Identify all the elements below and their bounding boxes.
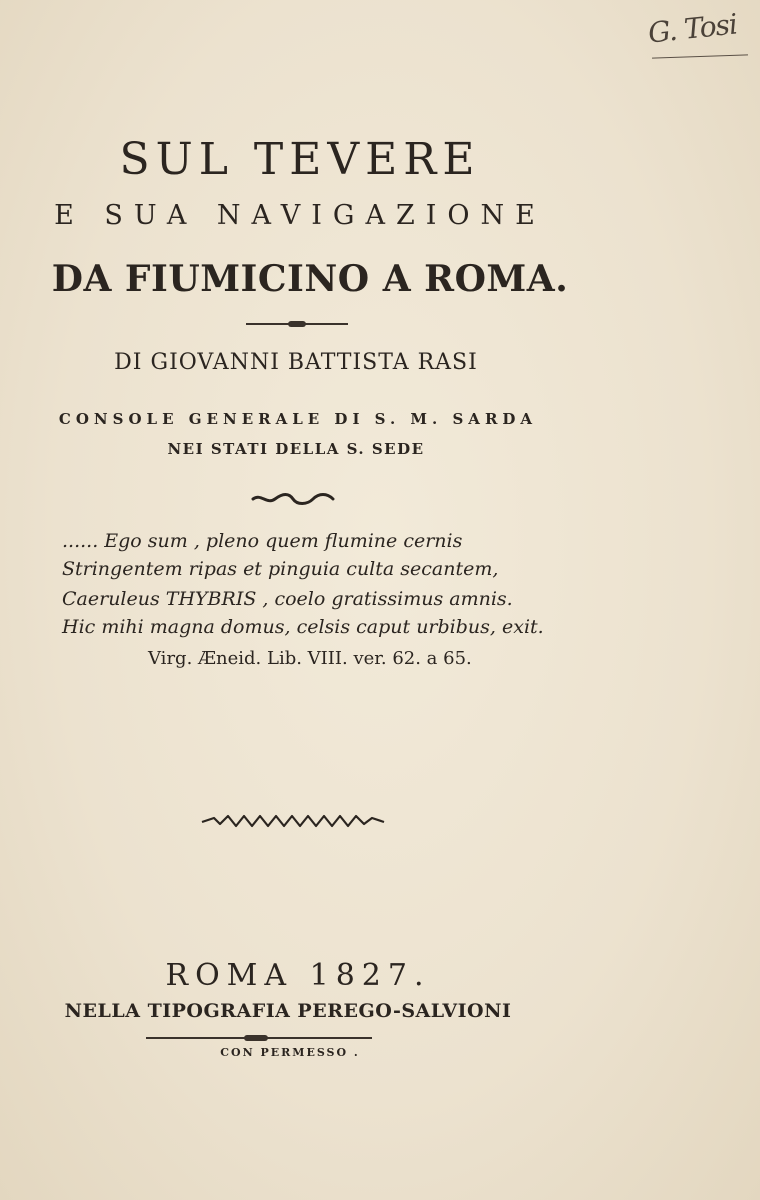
imprint-permission: CON PERMESSO . bbox=[220, 1046, 360, 1059]
author-line: DI GIOVANNI BATTISTA RASI bbox=[114, 350, 478, 375]
author-office-line-1: CONSOLE GENERALE DI S. M. SARDA bbox=[58, 410, 538, 428]
title-divider-rule bbox=[246, 323, 348, 325]
imprint-divider-rule bbox=[146, 1037, 372, 1039]
wave-ornament-icon bbox=[251, 492, 335, 506]
epigraph-line-3: Caeruleus THYBRIS , coelo gratissimus amnis. bbox=[62, 588, 513, 610]
handwritten-signature: G. Tosi bbox=[646, 7, 739, 50]
title-line-3: DA FIUMICINO A ROMA. bbox=[51, 258, 569, 300]
imprint-printer: NELLA TIPOGRAFIA PEREGO-SALVIONI bbox=[64, 1000, 512, 1022]
imprint-place-year: ROMA 1827. bbox=[165, 958, 431, 993]
title-line-2: E SUA NAVIGAZIONE bbox=[54, 200, 546, 231]
signature-underline bbox=[652, 54, 748, 58]
epigraph-line-4: Hic mihi magna domus, celsis caput urbibus, exit. bbox=[62, 616, 544, 638]
title-line-1: SUL TEVERE bbox=[119, 134, 481, 185]
zigzag-ornament-icon bbox=[200, 812, 386, 832]
author-office-line-2: NEI STATI DELLA S. SEDE bbox=[167, 440, 425, 458]
epigraph-line-1: ...... Ego sum , pleno quem flumine cernis bbox=[62, 530, 463, 552]
epigraph-source: Virg. Æneid. Lib. VIII. ver. 62. a 65. bbox=[148, 648, 472, 669]
epigraph-line-2: Stringentem ripas et pinguia culta secantem, bbox=[62, 558, 499, 580]
